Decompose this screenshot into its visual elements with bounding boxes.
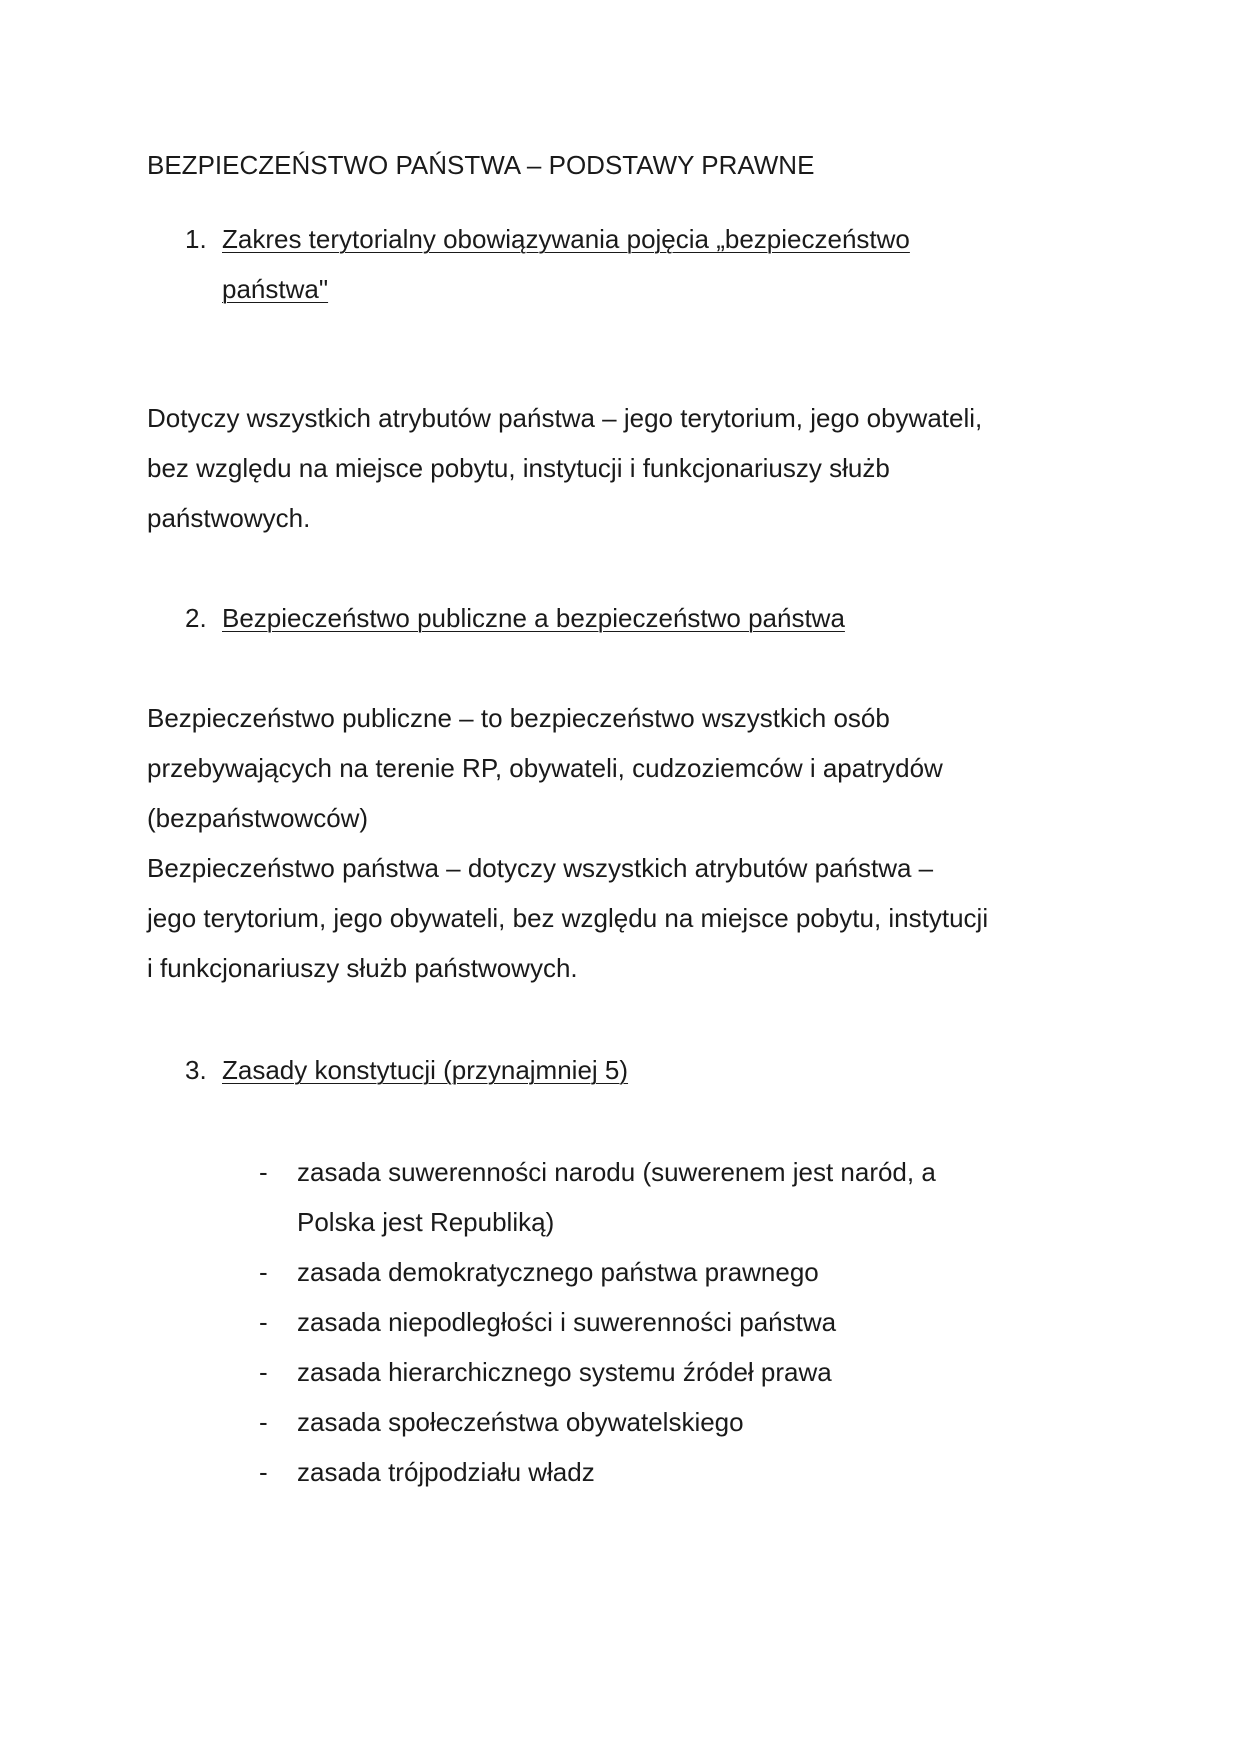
paragraph-line: Bezpieczeństwo państwa – dotyczy wszystkich atrybutów państwa –: [147, 853, 934, 883]
section-1-heading-text: [222, 214, 1047, 314]
paragraph-line: Bezpieczeństwo publiczne – to bezpieczeństwo wszystkich osób: [147, 703, 890, 733]
list-item-text: [297, 1147, 1047, 1247]
section-3-number: 3.: [185, 1055, 207, 1085]
list-item-text: [297, 1397, 1047, 1447]
paragraph-line: Dotyczy wszystkich atrybutów państwa – jego terytorium, jego obywateli,: [147, 403, 983, 433]
list-item-text: [297, 1247, 1047, 1297]
list-item-text: [297, 1347, 1047, 1397]
list-item: [147, 1447, 1047, 1497]
bullet-dash: -: [259, 1357, 268, 1387]
section-2-paragraph: [147, 693, 988, 993]
list-item: [147, 1347, 1047, 1397]
section-3-heading-line: Zasady konstytucji (przynajmniej 5): [222, 1055, 629, 1085]
section-1-paragraph: [147, 393, 982, 543]
section-1-heading-line: Zakres terytorialny obowiązywania pojęcia „bezpieczeństwo: [222, 224, 910, 254]
list-item-line: zasada społeczeństwa obywatelskiego: [297, 1407, 744, 1437]
list-item-text: [297, 1297, 1047, 1347]
bullet-dash: -: [259, 1457, 268, 1487]
section-1-number: 1.: [185, 224, 207, 254]
paragraph-line: (bezpaństwowców): [147, 803, 369, 833]
list-item-line: Polska jest Republiką): [297, 1207, 555, 1237]
constitution-principles-list: [147, 1147, 1047, 1497]
section-1-heading-line: państwa": [222, 274, 329, 304]
list-item-line: zasada hierarchicznego systemu źródeł prawa: [297, 1357, 832, 1387]
list-item: [147, 1247, 1047, 1297]
list-item-line: zasada niepodległości i suwerenności państwa: [297, 1307, 837, 1337]
list-item-line: zasada trójpodziału władz: [297, 1457, 595, 1487]
paragraph-line: bez względu na miejsce pobytu, instytucji i funkcjonariuszy służb: [147, 453, 890, 483]
list-item: [147, 1297, 1047, 1347]
bullet-dash: -: [259, 1257, 268, 1287]
section-3-heading: [147, 1045, 1047, 1095]
list-item-text: [297, 1447, 1047, 1497]
section-3-heading-text: [222, 1045, 1047, 1095]
list-item-line: zasada suwerenności narodu (suwerenem jest naród, a: [297, 1157, 936, 1187]
section-2-heading-text: [222, 593, 1047, 643]
bullet-dash: -: [259, 1157, 268, 1187]
list-item-line: zasada demokratycznego państwa prawnego: [297, 1257, 819, 1287]
list-item: [147, 1397, 1047, 1447]
paragraph-line: państwowych.: [147, 503, 311, 533]
document-title: BEZPIECZEŃSTWO PAŃSTWA – PODSTAWY PRAWNE: [147, 150, 815, 180]
section-2-heading-line: Bezpieczeństwo publiczne a bezpieczeństwo państwa: [222, 603, 845, 633]
list-item: [147, 1147, 1047, 1247]
bullet-dash: -: [259, 1407, 268, 1437]
paragraph-line: jego terytorium, jego obywateli, bez względu na miejsce pobytu, instytucji: [147, 903, 989, 933]
section-2-heading: [147, 593, 1047, 643]
paragraph-line: i funkcjonariuszy służb państwowych.: [147, 953, 578, 983]
paragraph-line: przebywających na terenie RP, obywateli, cudzoziemców i apatrydów: [147, 753, 943, 783]
section-2-number: 2.: [185, 603, 207, 633]
bullet-dash: -: [259, 1307, 268, 1337]
section-1-heading: [147, 214, 1047, 314]
